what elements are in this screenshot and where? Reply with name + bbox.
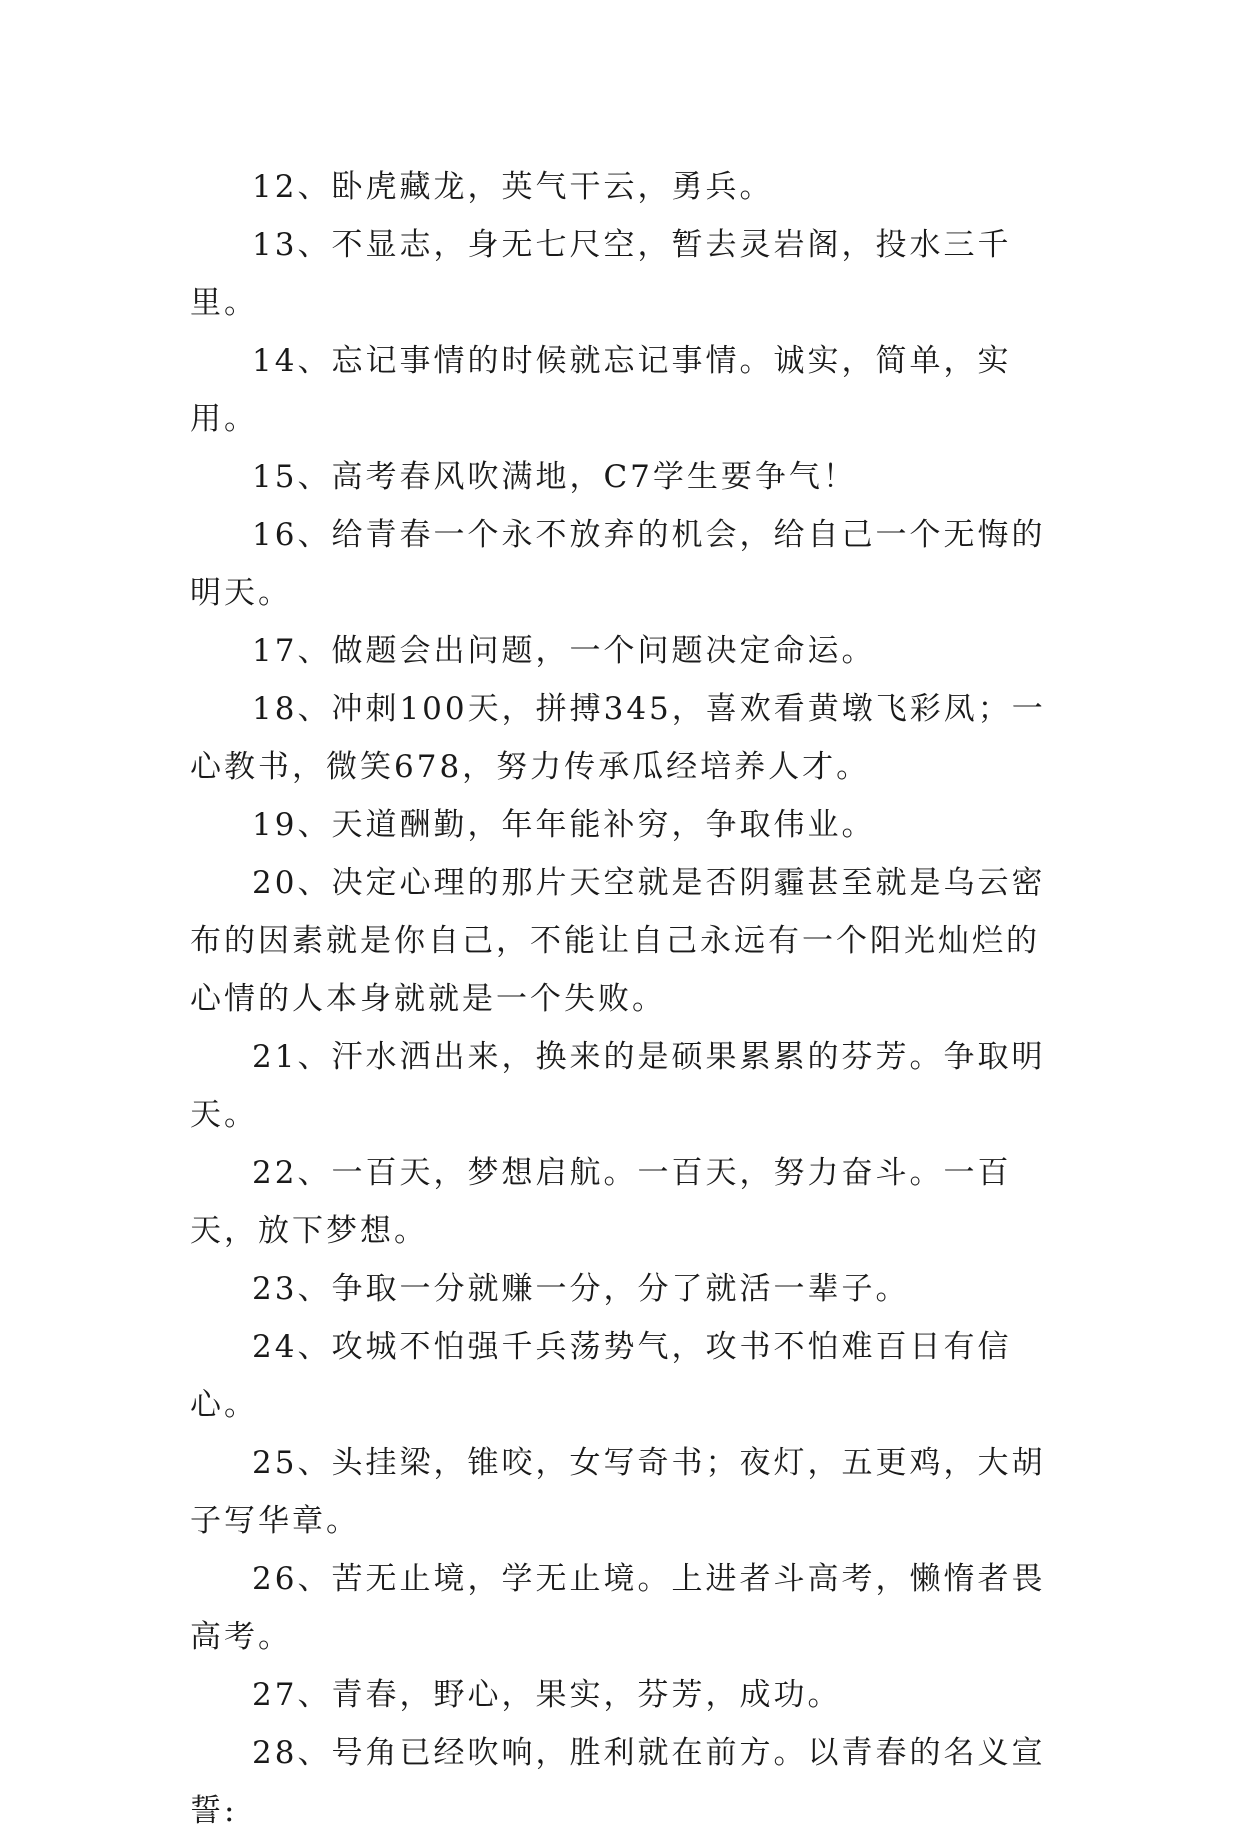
paragraph-13: 13、不显志，身无七尺空，暂去灵岩阁，投水三千里。 xyxy=(190,227,1012,321)
paragraph-18: 18、冲刺100天，拼搏345，喜欢看黄墩飞彩凤；一心教书，微笑678，努力传承瓜经培养人才。 xyxy=(190,691,1046,785)
paragraph-27: 27、青春，野心，果实，芬芳，成功。 xyxy=(252,1677,842,1713)
paragraph-28: 28、号角已经吹响，胜利就在前方。以青春的名义宣誓: xyxy=(190,1735,1046,1829)
paragraph-12: 12、卧虎藏龙，英气干云，勇兵。 xyxy=(252,169,774,205)
paragraph-25: 25、头挂梁，锥咬，女写奇书；夜灯，五更鸡，大胡子写华章。 xyxy=(190,1445,1046,1539)
paragraph-15: 15、高考春风吹满地，C7学生要争气！ xyxy=(252,459,857,495)
paragraph-17: 17、做题会出问题，一个问题决定命运。 xyxy=(252,633,876,669)
paragraph-22: 22、一百天，梦想启航。一百天，努力奋斗。一百天，放下梦想。 xyxy=(190,1155,1012,1249)
paragraph-14: 14、忘记事情的时候就忘记事情。诚实，简单，实用。 xyxy=(190,343,1012,437)
paragraph-24: 24、攻城不怕强千兵荡势气，攻书不怕难百日有信心。 xyxy=(190,1329,1012,1423)
paragraph-23: 23、争取一分就赚一分，分了就活一辈子。 xyxy=(252,1271,910,1307)
paragraph-16: 16、给青春一个永不放弃的机会，给自己一个无悔的明天。 xyxy=(190,517,1046,611)
document-body xyxy=(190,158,1070,1840)
paragraph-20: 20、决定心理的那片天空就是否阴霾甚至就是乌云密布的因素就是你自己，不能让自己永远有一个阳光灿烂的心情的人本身就就是一个失败。 xyxy=(190,865,1046,1017)
paragraph-21: 21、汗水洒出来，换来的是硕果累累的芬芳。争取明天。 xyxy=(190,1039,1046,1133)
paragraph-19: 19、天道酬勤，年年能补穷，争取伟业。 xyxy=(252,807,876,843)
paragraph-26: 26、苦无止境，学无止境。上进者斗高考，懒惰者畏高考。 xyxy=(190,1561,1046,1655)
